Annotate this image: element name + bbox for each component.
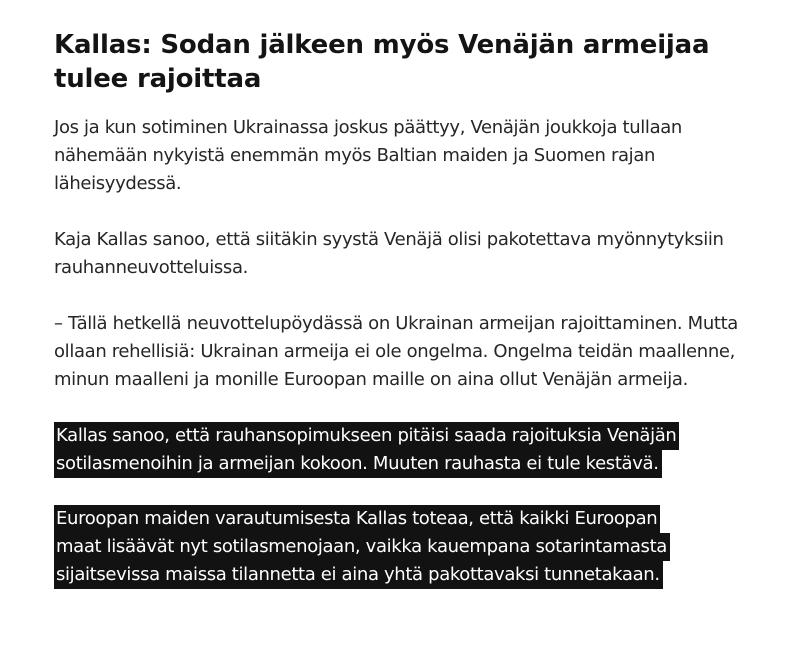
highlighted-line: maat lisäävät nyt sotilasmenojaan, vaikka kauempana sotarintamasta [54,533,670,561]
article [54,28,754,589]
article-paragraph: Jos ja kun sotiminen Ukrainassa joskus päättyy, Venäjän joukkoja tullaan nähemään nykyistä enemmän myös Baltian maiden ja Suomen rajan läheisyydessä. [54,117,682,194]
highlighted-line: sijaitsevissa maissa tilannetta ei aina yhtä pakottavaksi tunnetakaan. [54,561,663,589]
article-headline: Kallas: Sodan jälkeen myös Venäjän armeijaa tulee rajoittaa [54,30,710,94]
highlighted-line: Euroopan maiden varautumisesta Kallas toteaa, että kaikki Euroopan [54,505,660,533]
highlighted-line: Kallas sanoo, että rauhansopimukseen pitäisi saada rajoituksia Venäjän [54,422,679,450]
highlighted-paragraph [54,505,754,589]
article-paragraph: Kaja Kallas sanoo, että siitäkin syystä Venäjä olisi pakotettava myönnytyksiin rauhanneuvotteluissa. [54,229,724,278]
highlighted-line: sotilasmenoihin ja armeijan kokoon. Muuten rauhasta ei tule kestävä. [54,450,662,478]
article-quote-paragraph: – Tällä hetkellä neuvottelupöydässä on Ukrainan armeijan rajoittaminen. Mutta ollaan rehellisiä: Ukrainan armeija ei ole ongelma. Ongelma teidän maallenne, minun maalleni ja monille Euroopan maille on aina ollut Venäjän armeija. [54,313,738,390]
highlighted-paragraph [54,422,754,478]
